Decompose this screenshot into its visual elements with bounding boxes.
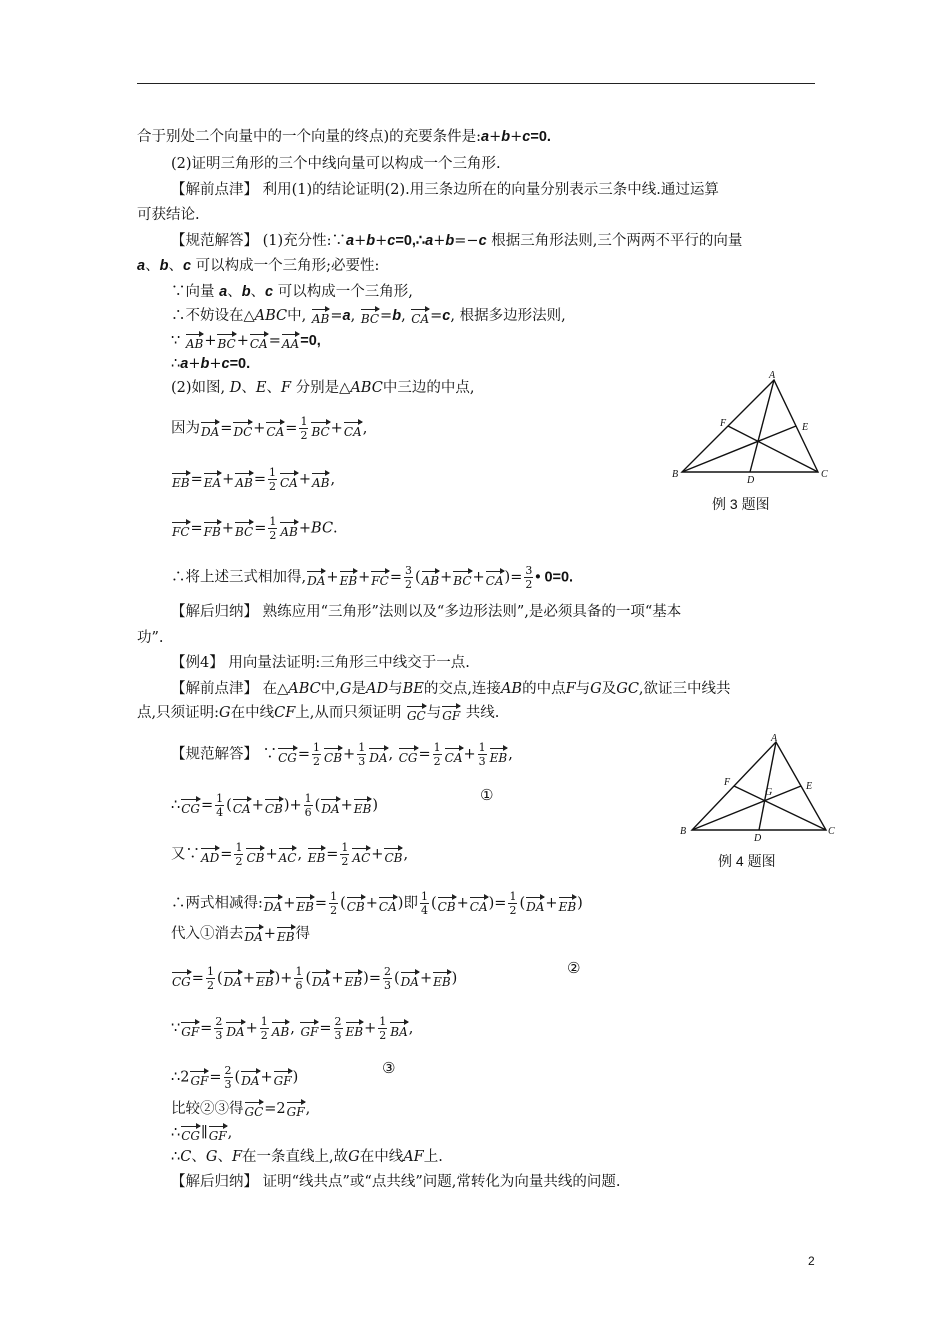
equation: CG= $\frac{1}{2}$ (DA+EB)+ $\frac{1}{6}$ (DA+EB)= $\frac{2}{3}$ (DA+EB) bbox=[172, 965, 458, 992]
equation: 因为DA=DC+CA= $\frac{1}{2}$ BC+CA, bbox=[171, 415, 368, 442]
label-A: A bbox=[771, 733, 778, 744]
text-line: ∴a+b+c=0. bbox=[171, 356, 251, 372]
equation: 又∵AD= $\frac{1}{2}$ CB+AC, EB= $\frac{1}{2}$ AC+CB, bbox=[171, 841, 409, 868]
triangle-figure-ex3 bbox=[668, 368, 838, 488]
text-line: 功”. bbox=[137, 630, 164, 646]
label-D: D bbox=[754, 833, 762, 842]
text-line: 【规范解答】 (1)充分性:∵a+b+c=0,∴a+b=−c 根据三角形法则,三个两两不平行的向量 bbox=[171, 233, 743, 249]
label-A: A bbox=[769, 370, 776, 381]
text-line: ∴不妨设在△ABC中, AB=a, BC=b, CA=c, 根据多边形法则, bbox=[171, 308, 566, 326]
text-line: ∴C、G、F在一条直线上,故G在中线AF上. bbox=[171, 1149, 443, 1165]
triangle-figure-ex4 bbox=[676, 732, 842, 842]
text-line: 合于别处二个向量中的一个向量的终点)的充要条件是:a+b+c=0. bbox=[137, 129, 551, 145]
text-line: ∵向量 a、b、c 可以构成一个三角形, bbox=[171, 284, 413, 300]
label-C: C bbox=[828, 826, 835, 837]
figure-caption: 例 3 题图 bbox=[712, 496, 770, 512]
equation: EB=EA+AB= $\frac{1}{2}$ CA+AB, bbox=[172, 466, 336, 493]
label-G: G bbox=[765, 787, 773, 798]
text-line: 【解前点津】 在△ABC中,G是AD与BE的交点,连接AB的中点F与G及GC,欲证三中线共 bbox=[171, 681, 731, 697]
equation: ∴CG= $\frac{1}{4}$ (CA+CB)+ $\frac{1}{6}$ (DA+EB) bbox=[171, 792, 379, 819]
text-line: 可获结论. bbox=[137, 207, 200, 223]
text-line: (2)如图, D、E、F 分别是△ABC中三边的中点, bbox=[171, 380, 475, 396]
text-line: 【例4】 用向量法证明:三角形三中线交于一点. bbox=[171, 655, 470, 671]
equation-tag-2: ② bbox=[567, 959, 581, 977]
text-line: 代入①消去DA+EB得 bbox=[171, 926, 311, 944]
text-line: 点,只须证明:G在中线CF上,从而只须证明 GC与GF 共线. bbox=[137, 705, 500, 723]
label-B: B bbox=[672, 469, 679, 480]
text-line: 【解后归纳】 熟练应用“三角形”法则以及“多边形法则”,是必须具备的一项“基本 bbox=[171, 604, 682, 620]
label-B: B bbox=[680, 826, 687, 837]
text-line: ∴CG∥GF, bbox=[171, 1125, 233, 1143]
equation-tag-3: ③ bbox=[382, 1059, 396, 1077]
label-E: E bbox=[806, 781, 813, 792]
label-E: E bbox=[802, 422, 809, 433]
equation: ∴2GF= $\frac{2}{3}$ (DA+GF) bbox=[171, 1064, 299, 1091]
label-C: C bbox=[821, 469, 828, 480]
equation: ∴将上述三式相加得,DA+EB+FC= $\frac{3}{2}$ (AB+BC+CA)= $\frac{3}{2}$ • 0=0. bbox=[171, 564, 574, 591]
equation-tag-1: ① bbox=[480, 786, 494, 804]
text-line: a、b、c 可以构成一个三角形;必要性: bbox=[137, 258, 380, 274]
text-line: 比较②③得GC=2GF, bbox=[171, 1101, 311, 1119]
label-D: D bbox=[747, 475, 755, 486]
equation: 【规范解答】 ∵CG= $\frac{1}{2}$ CB+ $\frac{1}{3}$ DA, CG= $\frac{1}{2}$ CA+ $\frac{1}{3}$ EB, bbox=[171, 741, 513, 768]
text-line: 【解后归纳】 证明“线共点”或“点共线”问题,常转化为向量共线的问题. bbox=[171, 1174, 621, 1190]
equation: FC=FB+BC= $\frac{1}{2}$ AB+BC. bbox=[172, 515, 338, 542]
text-line: ∵ AB+BC+CA=AA=0, bbox=[171, 333, 321, 351]
text-line: (2)证明三角形的三个中线向量可以构成一个三角形. bbox=[171, 156, 501, 172]
equation: ∵GF= $\frac{2}{3}$ DA+ $\frac{1}{2}$ AB, GF= $\frac{2}{3}$ EB+ $\frac{1}{2}$ BA, bbox=[171, 1015, 414, 1042]
figure-caption: 例 4 题图 bbox=[718, 853, 776, 869]
equation: ∴两式相减得:DA+EB= $\frac{1}{2}$ (CB+CA)即 $\frac{1}{4}$ (CB+CA)= $\frac{1}{2}$ (DA+EB) bbox=[171, 890, 583, 917]
label-F: F bbox=[724, 777, 731, 788]
text-line: 【解前点津】 利用(1)的结论证明(2).用三条边所在的向量分别表示三条中线.通过运算 bbox=[171, 182, 719, 198]
label-F: F bbox=[720, 418, 727, 429]
page-number: 2 bbox=[808, 1254, 815, 1268]
header-rule bbox=[137, 83, 815, 84]
